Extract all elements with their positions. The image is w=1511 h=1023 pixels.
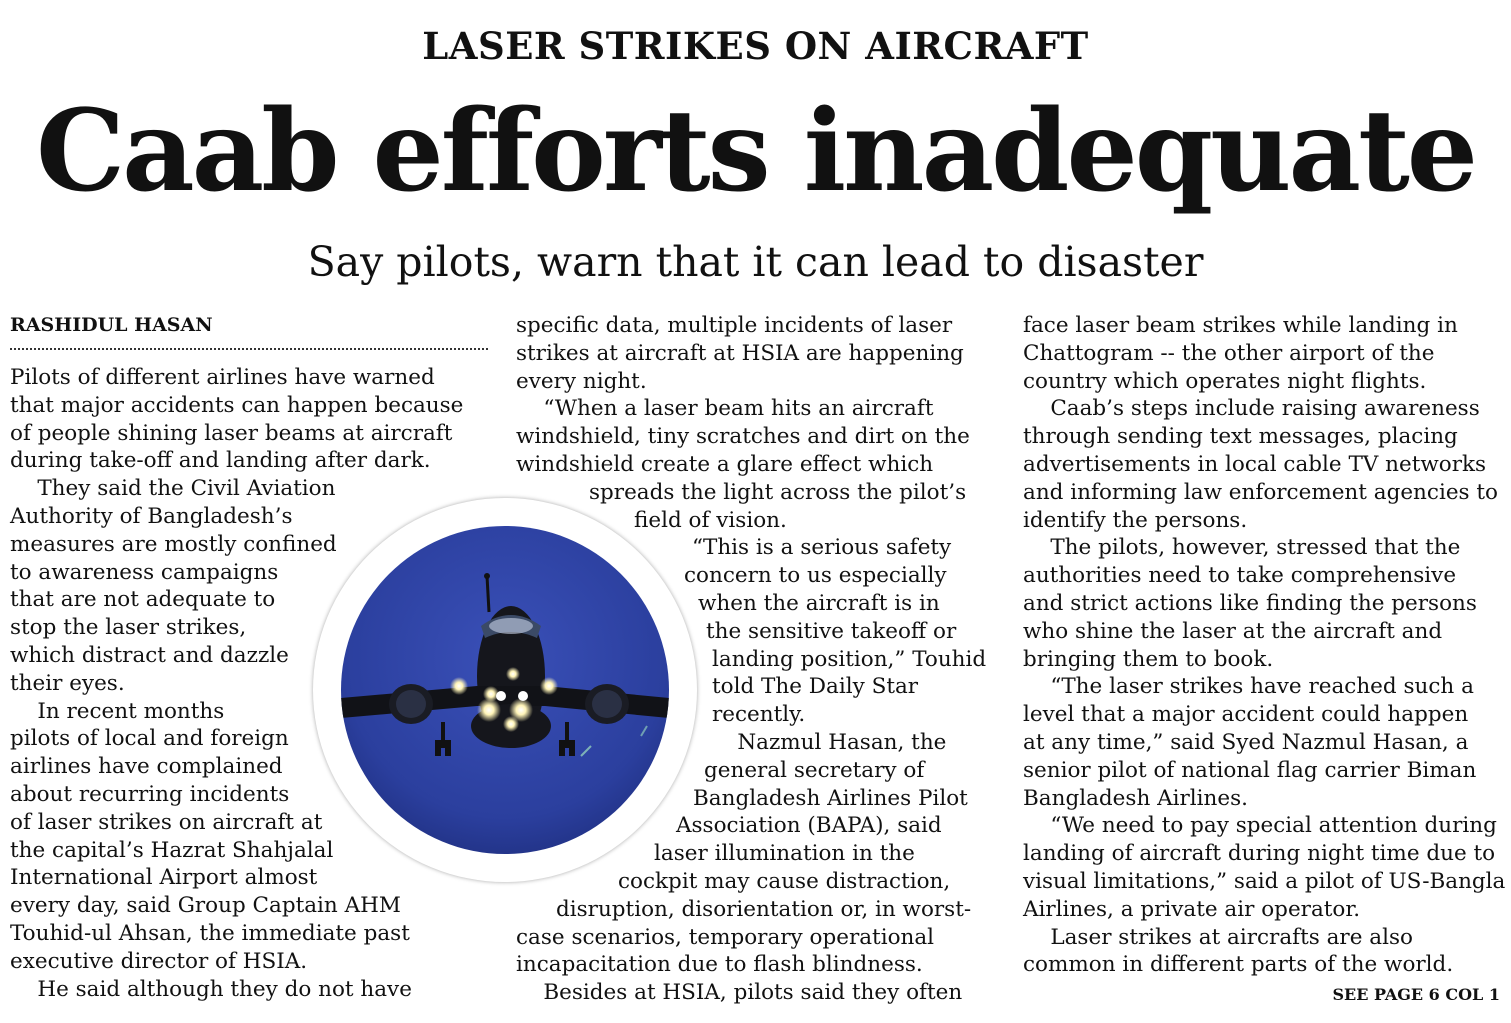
text-line: and informing law enforcement agencies to [1023, 479, 1498, 505]
text-line: of people shining laser beams at aircraft [10, 420, 453, 446]
text-line: windshield, tiny scratches and dirt on the [516, 424, 970, 450]
text-line: incapacitation due to flash blindness. [516, 952, 923, 978]
text-line: Laser strikes at aircrafts are also [1023, 924, 1413, 950]
text-line: case scenarios, temporary operational [516, 924, 935, 950]
text-line: Touhid-ul Ahsan, the immediate past [10, 920, 410, 946]
text-line: who shine the laser at the aircraft and [1023, 618, 1443, 644]
text-line: He said although they do not have [10, 976, 412, 1002]
text-line: specific data, multiple incidents of laser [516, 313, 953, 338]
text-line: every day, said Group Captain AHM [10, 893, 401, 919]
text-line: common in different parts of the world. [1023, 952, 1454, 978]
article-column-3 [1023, 312, 1505, 979]
text-line: landing position,” Touhid [712, 646, 987, 672]
text-line: every night. [516, 368, 647, 394]
text-line: through sending text messages, placing [1023, 424, 1458, 450]
text-line: during take-off and landing after dark. [10, 448, 431, 474]
text-line: Caab’s steps include raising awareness [1023, 396, 1480, 422]
airplane-night-icon [341, 526, 669, 854]
text-line: They said the Civil Aviation [10, 476, 336, 502]
text-line: “When a laser beam hits an aircraft [516, 396, 934, 422]
text-line: strikes at aircraft at HSIA are happening [516, 340, 964, 366]
text-line: bringing them to book. [1023, 646, 1274, 672]
text-line: measures are mostly confined [10, 531, 337, 557]
text-line: field of vision. [634, 507, 787, 533]
text-line: Besides at HSIA, pilots said they often [516, 980, 963, 1006]
text-line: Airlines, a private air operator. [1023, 896, 1361, 922]
text-line: Authority of Bangladesh’s [10, 503, 293, 529]
text-line: advertisements in local cable TV networks [1023, 451, 1487, 477]
text-line: landing of aircraft during night time due to [1023, 841, 1496, 867]
subheadline: Say pilots, warn that it can lead to disaster [307, 238, 1204, 286]
headline: Caab efforts inadequate [35, 86, 1476, 217]
text-line: Bangladesh Airlines. [1023, 785, 1248, 811]
text-line: identify the persons. [1023, 507, 1248, 533]
continuation-note: SEE PAGE 6 COL 1 [1332, 985, 1500, 1004]
text-line: level that a major accident could happen [1023, 702, 1469, 728]
text-line: airlines have complained [10, 754, 283, 780]
text-line: cockpit may cause distraction, [618, 868, 951, 894]
text-line: laser illumination in the [654, 841, 915, 867]
text-line: general secretary of [704, 757, 925, 783]
text-line: of laser strikes on aircraft at [10, 809, 323, 835]
text-line: Bangladesh Airlines Pilot [693, 785, 968, 811]
text-line: executive director of HSIA. [10, 948, 308, 974]
text-line: pilots of local and foreign [10, 726, 289, 752]
text-line: “We need to pay special attention during [1023, 813, 1497, 839]
text-line: Nazmul Hasan, the [710, 729, 947, 755]
kicker: LASER STRIKES ON AIRCRAFT [422, 24, 1089, 68]
text-line: and strict actions like finding the persons [1023, 590, 1477, 616]
text-line: the capital’s Hazrat Shahjalal [10, 837, 334, 863]
text-line: concern to us especially [684, 563, 947, 589]
text-line: Chattogram -- the other airport of the [1023, 340, 1435, 366]
text-line: visual limitations,” said a pilot of US-Bangla [1023, 868, 1506, 894]
text-line: face laser beam strikes while landing in [1023, 313, 1458, 338]
text-line: Pilots of different airlines have warned [10, 365, 435, 390]
text-line: the sensitive takeoff or [706, 618, 957, 644]
text-line: to awareness campaigns [10, 559, 279, 585]
text-line: that major accidents can happen because [10, 392, 464, 418]
text-line: their eyes. [10, 670, 125, 696]
text-line: “This is a serious safety [692, 535, 952, 561]
text-line: country which operates night flights. [1023, 368, 1427, 394]
text-line: senior pilot of national flag carrier Biman [1023, 757, 1477, 783]
text-line: recently. [712, 702, 806, 728]
text-line: windshield create a glare effect which [516, 451, 934, 477]
text-line: The pilots, however, stressed that the [1023, 535, 1461, 561]
text-line: when the aircraft is in [698, 590, 940, 616]
text-line: about recurring incidents [10, 781, 290, 807]
text-line: spreads the light across the pilot’s [589, 479, 967, 505]
text-line: which distract and dazzle [10, 642, 289, 668]
text-line: authorities need to take comprehensive [1023, 563, 1457, 589]
text-line: “The laser strikes have reached such a [1023, 674, 1474, 700]
byline-divider [10, 348, 488, 350]
text-line: told The Daily Star [712, 674, 919, 700]
text-line: disruption, disorientation or, in worst- [556, 896, 972, 922]
byline: RASHIDUL HASAN [10, 314, 213, 336]
text-line: Association (BAPA), said [676, 813, 942, 839]
text-line: stop the laser strikes, [10, 615, 247, 641]
text-line: at any time,” said Syed Nazmul Hasan, a [1023, 729, 1469, 755]
text-line: International Airport almost [10, 865, 318, 891]
text-line: that are not adequate to [10, 587, 276, 613]
text-line: In recent months [10, 698, 225, 724]
aircraft-photo [313, 498, 697, 882]
